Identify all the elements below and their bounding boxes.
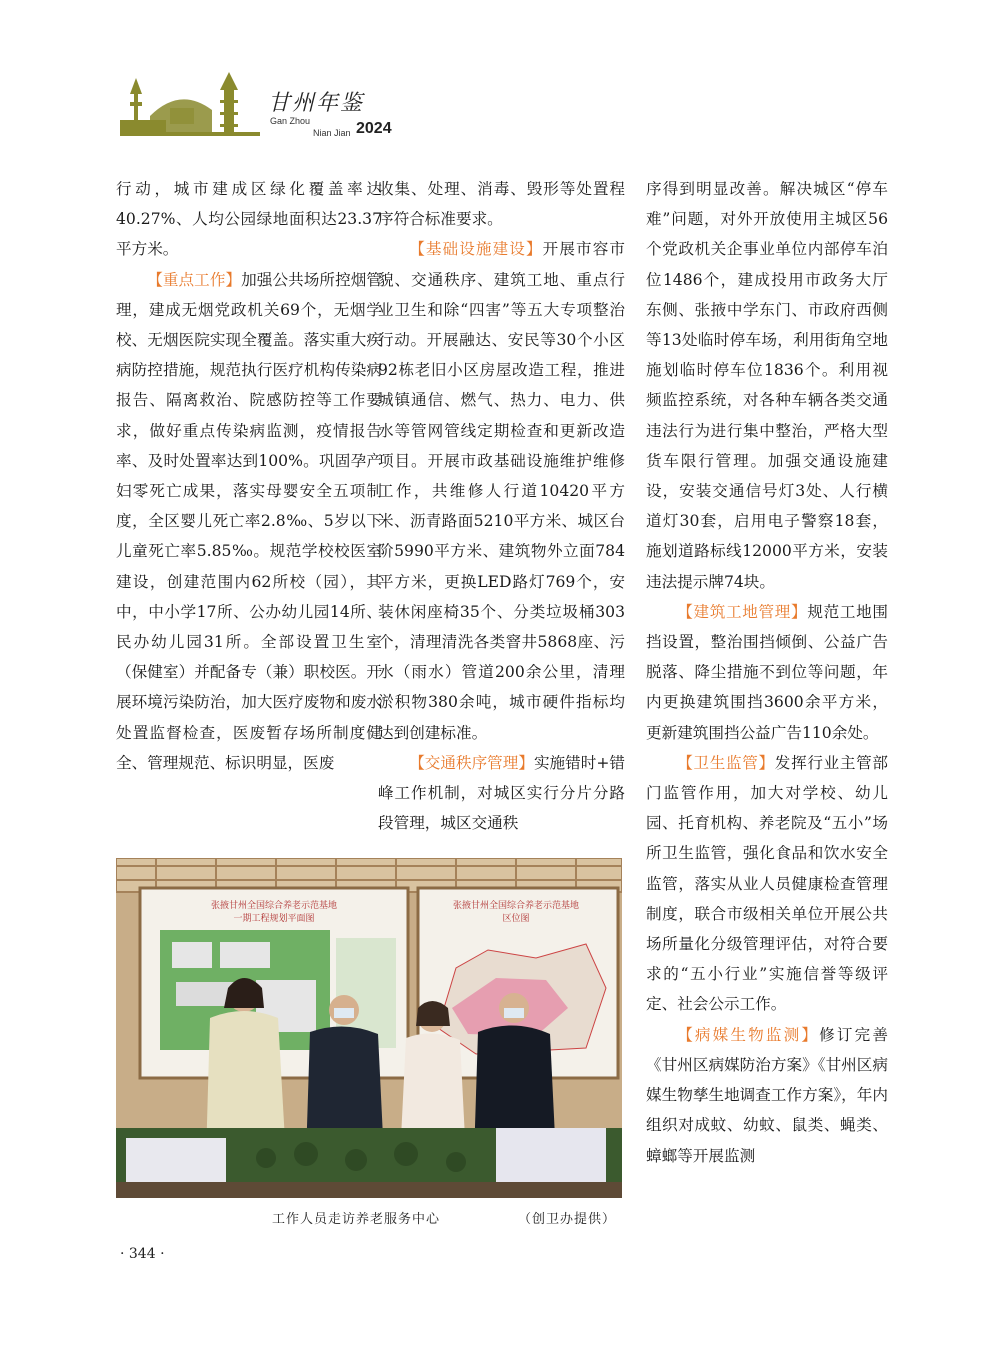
paragraph-body: 规范工地围挡设置，整治围挡倾倒、公益广告脱落、降尘措施不到位等问题，年内更换建筑围挡3600余平方米，更新建筑围挡公益广告110余处。 — [646, 602, 888, 742]
logo-chinese-title: 甘州年鉴 — [268, 91, 365, 116]
board-right-title: 张掖甘州全国综合养老示范基地 — [452, 901, 580, 911]
paragraph-body: 加强公共场所控烟管理，建成无烟党政机关69个，无烟学校、无烟医院实现全覆盖。落实重大疾病防控措施，规范执行医疗机构传染病报告、隔离救治、院感防控等工作要求，做好重点传染病监测，疫情报告率、及时处置率达到100%。巩固孕产妇零死亡成果，落实母婴安全五项制度，全区婴儿死亡率2.8‰、5岁以下儿童死亡率5.85‰。规范学校校医室建设，创建范围内62所校（园），其中，中小学17所、公办幼儿园14所、民办幼儿园31所。全部设置卫生室（保健室）并配备专（兼）职校医。开展环境污染防治，加大医疗废物和废水处置监督检查，医废暂存场所制度健全、管理规范、标识明显，医废 — [116, 270, 382, 772]
logo-year: 2024 — [356, 120, 392, 137]
paragraph-body: 实施错时+错峰工作机制，对城区实行分片分路段管理，城区交通秩 — [378, 753, 625, 833]
paragraph-body: 开展市容市貌、交通秩序、建筑工地、重点行业卫生和除“四害”等五大专项整治行动。开展融达、安民等30个小区92栋老旧小区房屋改造工程，推进城镇通信、燃气、热力、电力、供水等管网管线定期检查和更新改造项目。开展市政基础设施维护维修工作，共维修人行道10420平方米、沥青路面5210平方米、城区台阶5990平方米、建筑物外立面784平方米，更换LED路灯769个，安装休闲座椅35个、分类垃圾桶303个，清理清洗各类窨井5868座、污水（雨水）管道200余公里，清理淤积物380余吨，城市硬件指标均达到创建标准。 — [378, 240, 625, 742]
photo-illustration — [116, 858, 622, 1198]
section-tag: 【建筑工地管理】 — [677, 602, 808, 621]
board-right-subtitle: 区位图 — [502, 914, 530, 924]
logo-english-line1: Gan Zhou — [270, 116, 311, 126]
paragraph-body: 发挥行业主管部门监管作用，加大对学校、幼儿园、托育机构、养老院及“五小”场所卫生监管，强化食品和饮水安全监管，落实从业人员健康检查管理制度，联合市级相关单位开展公共场所量化分级管理评估，对符合要求的“五小行业”实施信誉等级评定、社会公示工作。 — [646, 753, 888, 1014]
caption-text: 工作人员走访养老服务中心 — [272, 1212, 441, 1227]
paragraph-hygiene — [646, 748, 888, 1020]
photo-staff-visit — [116, 858, 622, 1198]
paragraph: 序得到明显改善。解决城区“停车难”问题，对外开放使用主城区56个党政机关企事业单位内部停车泊位1486个，建成投用市政务大厅东侧、张掖中学东门、市政府西侧等13处临时停车场，利用街角空地施划临时停车位1836个。利用视频监控系统，对各种车辆各类交通违法行为进行集中整治，严格大型货车限行管理。加强交通设施建设，安装交通信号灯3处、人行横道灯30套，启用电子警察18套，施划道路标线12000平方米，安装违法提示牌74块。 — [646, 180, 888, 591]
paragraph-infrastructure — [378, 234, 625, 747]
section-tag: 【基础设施建设】 — [409, 240, 543, 259]
paragraph-vector-monitoring — [646, 1020, 888, 1171]
paragraph: 收集、处理、消毒、毁形等处置程序符合标准要求。 — [378, 180, 625, 229]
paragraph-construction — [646, 597, 888, 748]
section-tag: 【交通秩序管理】 — [409, 753, 534, 772]
photo-caption — [116, 1208, 622, 1226]
page-number: · 344 · — [120, 1246, 165, 1262]
board-left-title: 张掖甘州全国综合养老示范基地 — [210, 901, 338, 911]
section-tag: 【病媒生物监测】 — [677, 1025, 820, 1044]
caption-source: （创卫办提供） — [517, 1212, 616, 1227]
section-tag: 【重点工作】 — [147, 270, 242, 289]
city-skyline-logo-icon — [120, 72, 260, 138]
paragraph-key-work — [116, 265, 382, 778]
board-left-subtitle: 一期工程规划平面图 — [233, 914, 315, 924]
logo-english-line2: Nian Jian — [313, 128, 351, 138]
paragraph: 行动，城市建成区绿化覆盖率达40.27%、人均公园绿地面积达23.37平方米。 — [116, 180, 382, 259]
paragraph-body: 修订完善《甘州区病媒防治方案》《甘州区病媒生物孳生地调查工作方案》，年内组织对成蚊、幼蚊、鼠类、蝇类、蟑螂等开展监测 — [646, 1025, 888, 1165]
section-tag: 【卫生监管】 — [677, 753, 775, 772]
text-column-2 — [378, 174, 625, 838]
paragraph-traffic — [378, 748, 625, 839]
yearbook-header — [120, 72, 420, 142]
text-column-3 — [646, 174, 888, 1171]
text-column-1 — [116, 174, 382, 778]
